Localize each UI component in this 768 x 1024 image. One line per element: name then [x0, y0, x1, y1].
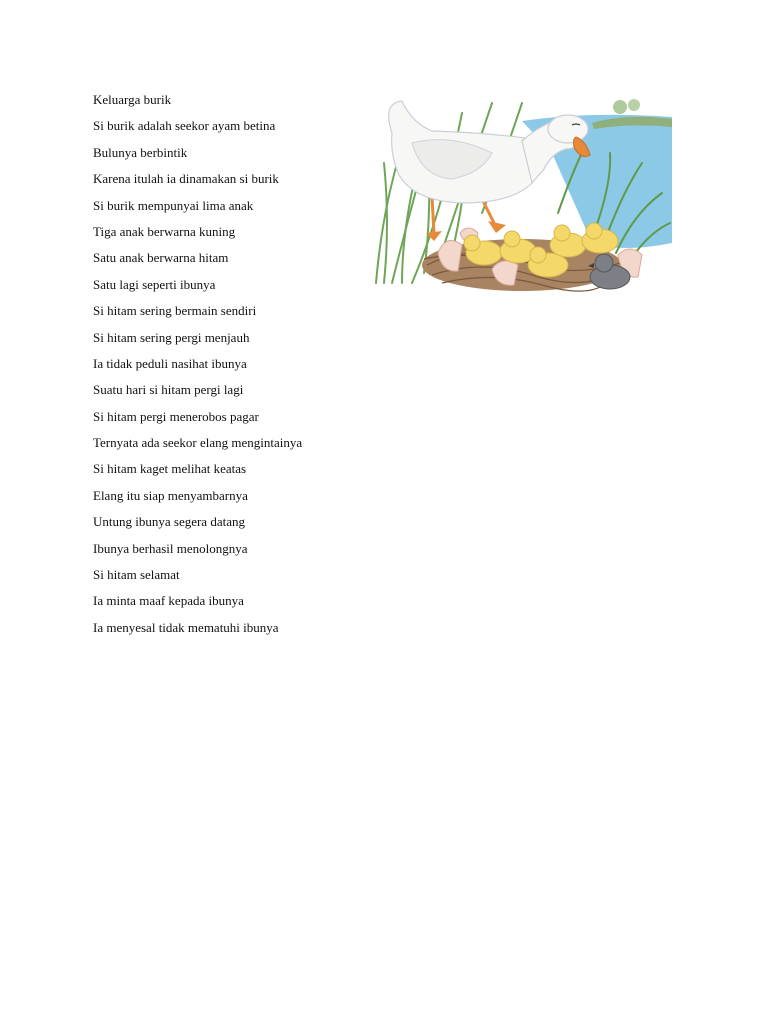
poem-line: Ternyata ada seekor elang mengintainya — [93, 435, 303, 451]
poem-line: Si burik mempunyai lima anak — [93, 197, 254, 213]
poem-line: Si hitam selamat — [93, 567, 180, 583]
poem-line: Satu lagi seperti ibunya — [93, 276, 216, 292]
poem-line: Elang itu siap menyambarnya — [93, 487, 248, 503]
duck-foot — [488, 221, 506, 233]
poem-line: Si burik adalah seekor ayam betina — [93, 118, 276, 134]
poem-line: Suatu hari si hitam pergi lagi — [93, 382, 244, 398]
poem-line: Ibunya berhasil menolongnya — [93, 540, 248, 556]
tree — [628, 99, 640, 111]
poem-line: Ia minta maaf kepada ibunya — [93, 593, 244, 609]
poem-line: Si hitam sering pergi menjauh — [93, 329, 250, 345]
duck-head — [548, 115, 588, 143]
poem-line: Ia tidak peduli nasihat ibunya — [93, 355, 247, 371]
duck-illustration — [372, 93, 672, 295]
poem-line: Karena itulah ia dinamakan si burik — [93, 171, 279, 187]
poem-line: Si hitam kaget melihat keatas — [93, 461, 247, 477]
poem-line: Satu anak berwarna hitam — [93, 250, 229, 266]
poem-text — [93, 87, 363, 641]
poem-line: Si hitam sering bermain sendiri — [93, 303, 257, 319]
tree — [613, 100, 627, 114]
poem-line: Untung ibunya segera datang — [93, 514, 245, 530]
poem-line: Keluarga burik — [93, 92, 172, 107]
poem-line: Si hitam pergi menerobos pagar — [93, 408, 259, 424]
poem-line: Bulunya berbintik — [93, 144, 188, 160]
poem-line: Ia menyesal tidak mematuhi ibunya — [93, 619, 279, 635]
poem-line: Tiga anak berwarna kuning — [93, 223, 236, 239]
